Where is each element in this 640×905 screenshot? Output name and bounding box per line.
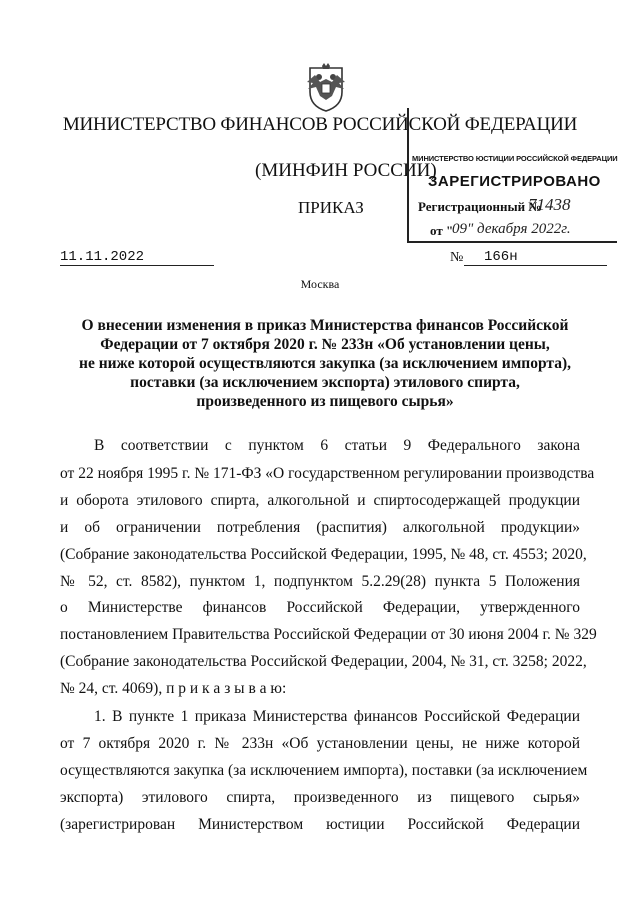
body-line: (Собрание законодательства Российской Федерации, 1995, № 48, ст. 4553; 2020, xyxy=(60,546,587,563)
order-number: 166н xyxy=(464,249,607,266)
title-line: Федерации от 7 октября 2020 г. № 233н «Об установлении цены, xyxy=(100,336,550,353)
title-line: произведенного из пищевого сырья» xyxy=(196,393,454,410)
body-line: о Министерстве финансов Российской Федерации, утвержденного xyxy=(60,599,580,616)
stamp-reg-number-label: Регистрационный № xyxy=(418,199,542,214)
body-line: № 24, ст. 4069), п р и к а з ы в а ю: xyxy=(60,680,287,697)
document-type: ПРИКАЗ xyxy=(298,198,364,217)
body-line: от 7 октября 2020 г. № 233н «Об установлении цены, не ниже которой xyxy=(60,735,580,752)
body-line: экспорта) этилового спирта, произведенного из пищевого сырья» xyxy=(60,789,580,806)
body-line: постановлением Правительства Российской Федерации от 30 июня 2004 г. № 329 xyxy=(60,626,597,643)
body-line: (Собрание законодательства Российской Федерации, 2004, № 31, ст. 3258; 2022, xyxy=(60,653,587,670)
body-line: и оборота этилового спирта, алкогольной и спиртосодержащей продукции xyxy=(60,492,580,509)
body-line: и об ограничении потребления (распития) алкогольной продукции» xyxy=(60,519,580,536)
title-line: не ниже которой осуществляются закупка (за исключением импорта), xyxy=(79,355,571,372)
body-line: 1. В пункте 1 приказа Министерства финансов Российской Федерации xyxy=(94,708,580,725)
ministry-name: МИНИСТЕРСТВО ФИНАНСОВ РОССИЙСКОЙ ФЕДЕРАЦИИ xyxy=(62,114,578,135)
title-line: поставки (за исключением экспорта) этилового спирта, xyxy=(130,374,520,391)
body-line: осуществляются закупка (за исключением импорта), поставки (за исключением xyxy=(60,762,588,779)
body-line: № 52, ст. 8582), пунктом 1, подпунктом 5.2.29(28) пункта 5 Положения xyxy=(60,573,580,590)
stamp-registered-label: ЗАРЕГИСТРИРОВАНО xyxy=(428,173,601,190)
stamp-ministry-line: МИНИСТЕРСТВО ЮСТИЦИИ РОССИЙСКОЙ ФЕДЕРАЦИИ xyxy=(412,154,618,163)
stamp-date-value: 09" декабря 2022г. xyxy=(452,221,571,237)
order-number-label: № xyxy=(450,250,464,265)
title-line: О внесении изменения в приказ Министерства финансов Российской xyxy=(81,317,569,334)
stamp-reg-number-value: 71438 xyxy=(528,195,571,214)
stamp-date-label: от " xyxy=(430,223,454,238)
city: Москва xyxy=(300,277,340,291)
coat-of-arms-emblem xyxy=(304,62,348,112)
body-line: от 22 ноября 1995 г. № 171-ФЗ «О государственном регулировании производства xyxy=(60,465,595,482)
ministry-short-name: (МИНФИН РОССИИ) xyxy=(255,160,437,181)
order-title xyxy=(70,316,580,411)
order-date: 11.11.2022 xyxy=(60,249,214,266)
body-line: В соответствии с пунктом 6 статьи 9 Федерального закона xyxy=(94,437,580,454)
body-line: (зарегистрирован Министерством юстиции Российской Федерации xyxy=(60,816,580,833)
